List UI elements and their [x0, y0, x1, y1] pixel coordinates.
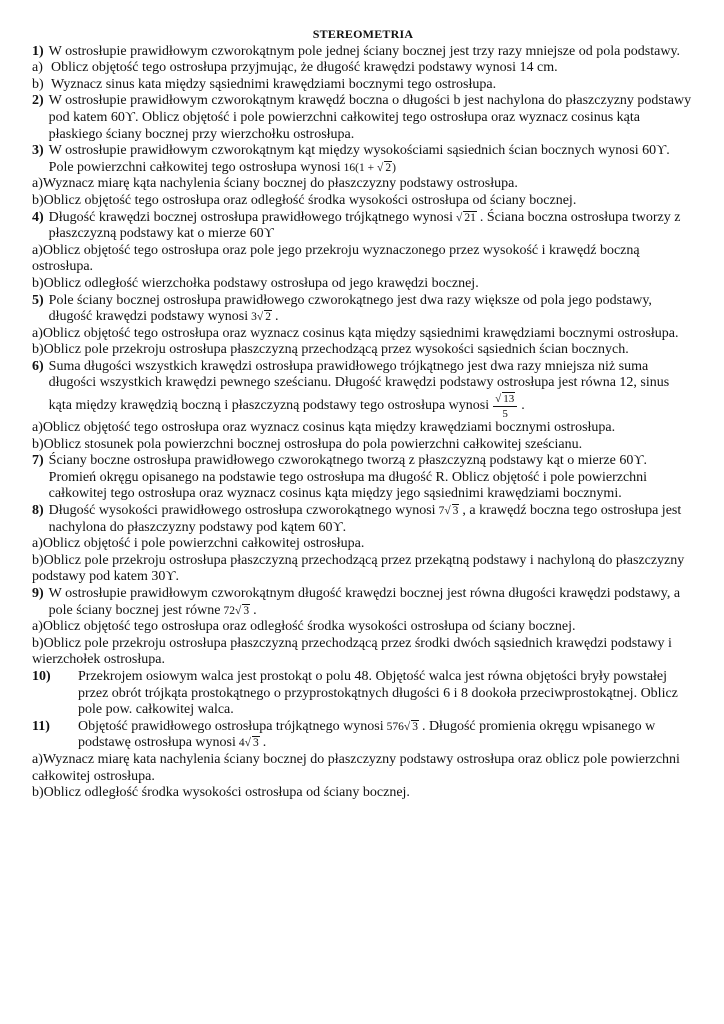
problem-8b: b)Oblicz pole przekroju ostrosłupa płaszczyzną przechodzącą przez przekątną podstawy i nachyloną do płaszczyzny podstawy pod katem 30ϒ.: [32, 552, 685, 585]
sqrt-icon: √: [235, 604, 242, 617]
math-radicand: 3: [412, 720, 418, 733]
subpoint-label: a): [32, 60, 43, 76]
subpoint-text: Wyznacz sinus kata między sąsiednimi krawędziami bocznymi tego ostrosłupa.: [51, 76, 497, 92]
problem-text: [49, 143, 694, 176]
problem-text-part: , a krawędź boczna tego ostrosłupa jest nachylona do płaszczyzny podstawy pod kątem 60ϒ.: [48, 503, 682, 535]
problem-number: 6): [32, 358, 44, 374]
problem-text: [49, 359, 694, 420]
problem-7: [32, 453, 694, 503]
sqrt-icon: √: [244, 737, 251, 750]
problem-9: [32, 586, 694, 619]
problem-9a: a)Oblicz objętość tego ostrosłupa oraz odległość środka wysokości ostrosłupa od ściany bocznej.: [32, 619, 576, 635]
problem-text: [49, 586, 694, 619]
math-expression: [224, 605, 251, 617]
math-part: 576: [386, 720, 404, 733]
problem-3: [32, 143, 694, 176]
sqrt-icon: √: [495, 393, 502, 406]
problem-text-part: . Ściana boczna ostrosłupa tworzy z płaszczyzną podstawy kat o mierze 60ϒ: [48, 209, 681, 242]
problem-3b: b)Oblicz objętość tego ostrosłupa oraz odległość środka wysokości ostrosłupa od ściany bocznej.: [32, 192, 577, 208]
problem-text-part: Suma długości wszystkich krawędzi ostrosłupa prawidłowego trójkątnego jest dwa razy mniejsza niż suma długości wszystkich krawędzi pewnego sześcianu. Długość krawędzi podstawy ostrosłupa jest równa 12, sinus kąta między krawędzią boczną i płaszczyzną podstawy tego ostrosłupa wynosi: [48, 358, 670, 414]
problem-text: Ściany boczne ostrosłupa prawidłowego czworokątnego tworzą z płaszczyzną podstawy kąt o mierze 60ϒ. Promień okręgu opisanego na podstawie tego ostrosłupa ma długość R. Oblicz objętość i pole powierzchni całkowitej tego ostrosłupa oraz wyznacz cosinus kąta między jego sąsiednimi krawędziami bocznymi.: [48, 453, 648, 502]
problem-3a: a)Wyznacz miarę kąta nachylenia ściany bocznej do płaszczyzny podstawy ostrosłupa.: [32, 176, 518, 192]
problem-text: [49, 293, 694, 326]
problem-text-part: Długość wysokości prawidłowego ostrosłupa czworokątnego wynosi: [48, 503, 436, 519]
math-part: ): [392, 161, 396, 174]
problem-text-part: Pole ściany bocznej ostrosłupa prawidłowego czworokątnego jest dwa razy większe od pola jego podstawy, długość krawędzi podstawy wynosi: [48, 292, 652, 325]
problem-text-part: .: [253, 602, 257, 618]
problem-5b: b)Oblicz pole przekroju ostrosłupa płaszczyzną przechodzącą przez wysokości sąsiednich ścian bocznych.: [32, 342, 629, 358]
sqrt-icon: √: [456, 211, 463, 224]
problem-number: 2): [32, 93, 44, 109]
math-radicand: 2: [265, 311, 271, 324]
math-radicand: 2: [385, 161, 392, 174]
math-expression: [344, 162, 396, 174]
problem-8: [32, 503, 694, 536]
math-expression: [439, 505, 460, 517]
math-part: 16(1 +: [343, 161, 375, 174]
problem-number: 10): [32, 668, 51, 684]
math-radicand: 3: [252, 737, 259, 750]
problem-text-part: . Długość promienia okręgu wpisanego w podstawę ostrosłupa wynosi: [78, 718, 656, 751]
math-radicand: 3: [243, 604, 250, 617]
problem-11a: a)Wyznacz miarę kata nachylenia ściany bocznej do płaszczyzny podstawy ostrosłupa oraz oblicz pole powierzchni całkowitej ostrosłupa.: [32, 751, 680, 784]
problem-1b: [32, 77, 694, 94]
problem-number: 5): [32, 292, 44, 308]
problem-8a: a)Oblicz objętość i pole powierzchni całkowitej ostrosłupa.: [32, 536, 365, 552]
problem-text: [49, 503, 694, 536]
sqrt-icon: √: [403, 720, 411, 733]
fraction-numerator: [493, 392, 517, 407]
problem-6: [32, 359, 694, 420]
problem-text: W ostrosłupie prawidłowym czworokątnym pole jednej ściany bocznej jest trzy razy mniejsze od pola podstawy.: [48, 43, 681, 59]
sqrt-icon: √: [377, 161, 384, 174]
problem-10: [32, 669, 694, 719]
problem-9b: b)Oblicz pole przekroju ostrosłupa płaszczyzną przechodzącą przez środki dwóch sąsiednich krawędzi podstawy i wierzchołek ostrosłupa.: [32, 635, 672, 668]
problem-4b: b)Oblicz odległość wierzchołka podstawy ostrosłupa od jego krawędzi bocznej.: [32, 275, 479, 291]
problem-number: 7): [32, 453, 44, 469]
math-expression: [251, 311, 272, 323]
math-part: 72: [223, 604, 235, 617]
subpoint-text: Oblicz objętość tego ostrosłupa przyjmując, że długość krawędzi podstawy wynosi 14 cm.: [51, 60, 558, 76]
math-part: 4: [238, 737, 245, 750]
math-radicand: 21: [464, 211, 476, 224]
problem-number: 3): [32, 143, 44, 159]
problem-text: Przekrojem osiowym walca jest prostokąt o polu 48. Objętość walca jest równa objętości bryły powstałej przez obrót trójkąta prostokątnego o przyprostokątnych długości 6 i 8 dookoła przeciwprostokątnej. Oblicz pole pow. całkowitej walca.: [78, 668, 678, 718]
math-radicand: 3: [452, 505, 459, 518]
problem-5a: a)Oblicz objętość tego ostrosłupa oraz wyznacz cosinus kąta między sąsiednimi krawędziami bocznymi ostrosłupa.: [32, 325, 679, 341]
problem-text-part: .: [274, 309, 279, 325]
problem-text-part: Objętość prawidłowego ostrosłupa trójkątnego wynosi: [78, 718, 384, 734]
math-fraction: [493, 392, 517, 420]
problem-text-part: Długość krawędzi bocznej ostrosłupa prawidłowego trójkątnego wynosi: [48, 209, 454, 225]
math-part: 3: [251, 311, 257, 324]
problem-1: [32, 44, 694, 61]
problem-text-part: .: [521, 398, 525, 414]
problem-5: [32, 293, 694, 326]
problem-text: [49, 210, 694, 243]
problem-text: W ostrosłupie prawidłowym czworokątnym krawędź boczna o długości b jest nachylona do płaszczyzny podstawy pod katem 60ϒ. Oblicz objętość i pole powierzchni całkowitej tego ostrosłupa oraz wyznacz cosinus kąta płaskiego ściany bocznej przy wierzchołku ostrosłupa.: [48, 93, 692, 142]
document-title: STEREOMETRIA: [312, 27, 414, 41]
problem-1a: [32, 60, 694, 77]
subpoint-label: b): [32, 76, 44, 92]
problem-11: [32, 719, 694, 752]
problem-number: 11): [32, 718, 50, 734]
math-expression: [456, 212, 477, 224]
sqrt-icon: √: [444, 505, 451, 518]
math-radicand: 13: [503, 393, 515, 406]
problem-text-part: W ostrosłupie prawidłowym czworokątnym długość krawędzi bocznej jest równa długości krawędzi podstawy, a pole ściany bocznej jest równe: [48, 586, 681, 618]
sqrt-icon: √: [256, 311, 264, 324]
problem-6a: a)Oblicz objętość tego ostrosłupa oraz wyznacz cosinus kąta między krawędziami bocznymi ostrosłupa.: [32, 420, 616, 436]
problem-number: 9): [32, 586, 44, 601]
problem-text-part: W ostrosłupie prawidłowym czworokątnym kąt między wysokościami sąsiednich ścian bocznych wynosi 60ϒ. Pole powierzchni całkowitej tego ostrosłupa wynosi: [48, 143, 670, 175]
fraction-denominator: 5: [502, 408, 508, 421]
problem-number: 1): [32, 43, 44, 59]
problem-text: [78, 719, 694, 752]
problem-text-part: .: [262, 735, 267, 751]
math-part: 7: [438, 505, 445, 518]
math-expression: [387, 721, 419, 733]
problem-4a: a)Oblicz objętość tego ostrosłupa oraz pole jego przekroju wyznaczonego przez wysokość i krawędź boczną ostrosłupa.: [32, 242, 640, 275]
problem-4: [32, 210, 694, 243]
problem-11b: b)Oblicz odległość środka wysokości ostrosłupa od ściany bocznej.: [32, 785, 410, 801]
problem-6b: b)Oblicz stosunek pola powierzchni bocznej ostrosłupa do pola powierzchni całkowitej sześcianu.: [32, 436, 583, 452]
problem-number: 4): [32, 209, 44, 225]
problem-number: 8): [32, 503, 44, 519]
math-expression: [239, 737, 260, 749]
problem-2: [32, 93, 694, 143]
